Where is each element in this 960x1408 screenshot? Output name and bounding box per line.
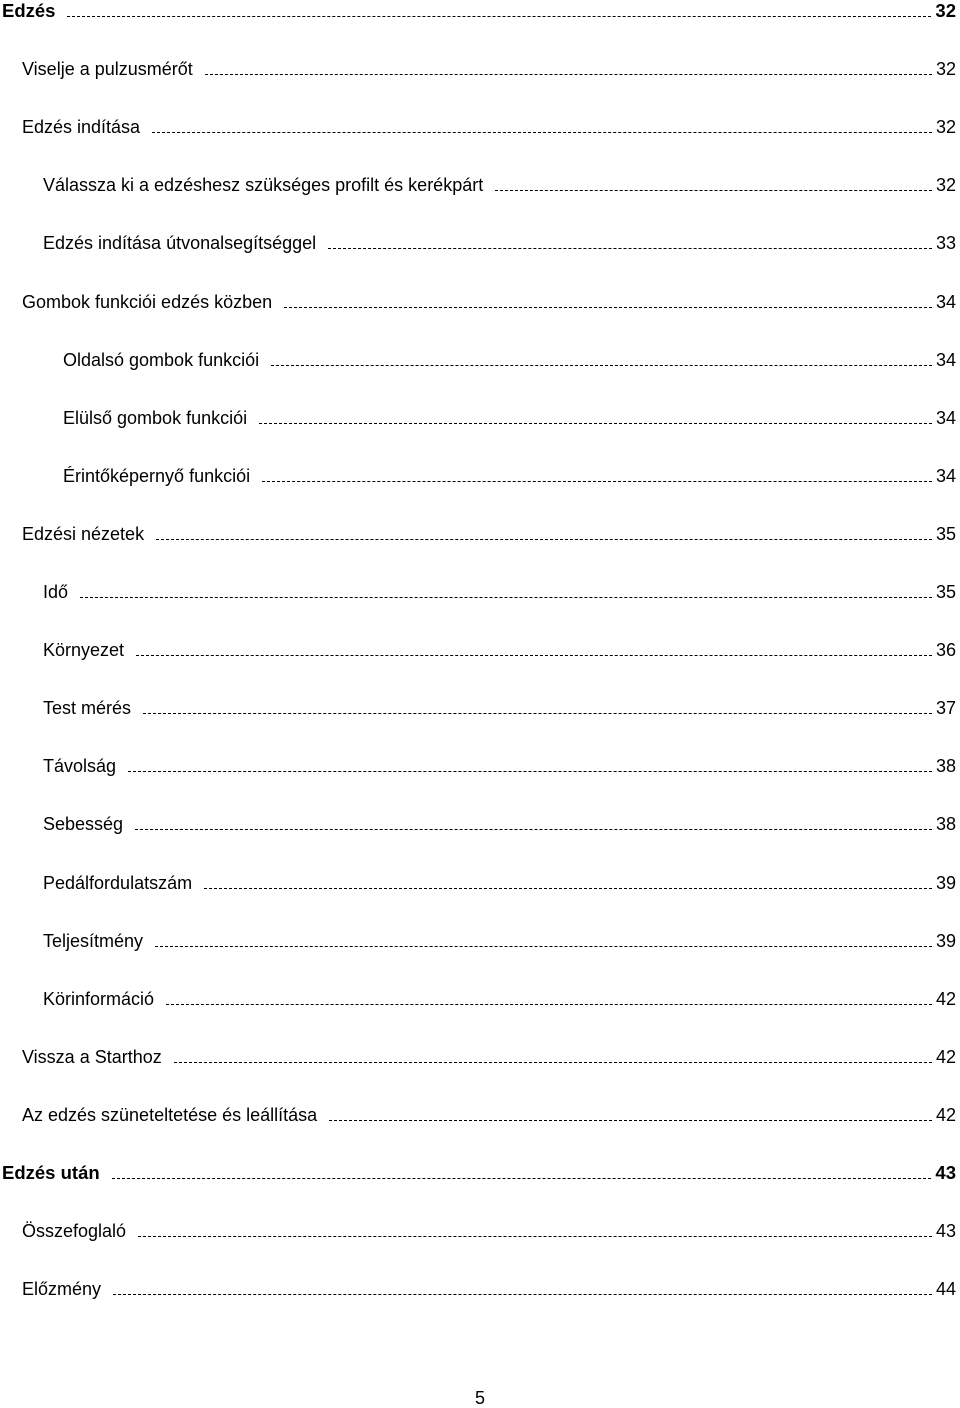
toc-entry[interactable] bbox=[0, 46, 960, 80]
toc-entry[interactable] bbox=[0, 685, 960, 719]
toc-entry-title: Érintőképernyő funkciói bbox=[63, 465, 251, 486]
toc-entry-page: 39 bbox=[935, 930, 956, 951]
toc-entry-page: 39 bbox=[935, 872, 956, 893]
toc-dot-leader bbox=[328, 248, 932, 249]
toc-entry-page: 42 bbox=[935, 988, 956, 1009]
toc-entry-title: Elülső gombok funkciói bbox=[63, 407, 248, 428]
toc-entry-title: Sebesség bbox=[43, 814, 124, 835]
toc-entry[interactable] bbox=[0, 104, 960, 138]
toc-entry[interactable] bbox=[0, 918, 960, 952]
toc-entry-title: Környezet bbox=[43, 640, 125, 661]
toc-dot-leader bbox=[166, 1004, 932, 1005]
toc-entry-page: 34 bbox=[935, 291, 956, 312]
toc-dot-leader bbox=[138, 1236, 932, 1237]
toc-dot-leader bbox=[113, 1294, 932, 1295]
toc-section-heading[interactable] bbox=[0, 0, 960, 22]
toc-entry[interactable] bbox=[0, 1208, 960, 1242]
toc-entry-title: Előzmény bbox=[22, 1279, 102, 1300]
toc-entry-title: Pedálfordulatszám bbox=[43, 872, 193, 893]
toc-entry-page: 38 bbox=[935, 814, 956, 835]
toc-entry-page: 36 bbox=[935, 640, 956, 661]
toc-entry-page: 37 bbox=[935, 698, 956, 719]
toc-entry[interactable] bbox=[0, 395, 960, 429]
toc-dot-leader bbox=[284, 307, 932, 308]
toc-dot-leader bbox=[156, 539, 932, 540]
toc-dot-leader bbox=[262, 481, 932, 482]
toc-entry[interactable] bbox=[0, 1092, 960, 1126]
toc-entry[interactable] bbox=[0, 220, 960, 254]
toc-entry[interactable] bbox=[0, 511, 960, 545]
toc-entry-title: Edzés után bbox=[2, 1162, 100, 1183]
toc-entry-page: 32 bbox=[935, 0, 956, 21]
toc-entry-title: Edzés indítása bbox=[22, 117, 141, 138]
toc-dot-leader bbox=[152, 132, 932, 133]
toc-entry-title: Edzés bbox=[2, 0, 56, 21]
toc-entry[interactable] bbox=[0, 627, 960, 661]
toc-entry-page: 34 bbox=[935, 407, 956, 428]
toc-entry-title: Vissza a Starthoz bbox=[22, 1046, 162, 1067]
toc-entry-page: 34 bbox=[935, 349, 956, 370]
toc-entry-title: Összefoglaló bbox=[22, 1221, 127, 1242]
toc-dot-leader bbox=[259, 423, 932, 424]
toc-section-heading[interactable] bbox=[0, 1150, 960, 1184]
toc-entry-title: Viselje a pulzusmérőt bbox=[22, 59, 193, 80]
toc-entry-title: Test mérés bbox=[43, 698, 132, 719]
toc-entry-title: Válassza ki a edzéshesz szükséges profilt és kerékpárt bbox=[43, 175, 484, 196]
toc-entry-page: 38 bbox=[935, 756, 956, 777]
toc-dot-leader bbox=[67, 16, 931, 17]
toc-entry-page: 42 bbox=[935, 1046, 956, 1067]
toc-entry-page: 43 bbox=[935, 1162, 956, 1183]
toc-entry[interactable] bbox=[0, 569, 960, 603]
toc-dot-leader bbox=[204, 888, 932, 889]
toc-entry-page: 35 bbox=[935, 582, 956, 602]
toc-entry[interactable] bbox=[0, 453, 960, 487]
toc-entry-title: Edzés indítása útvonalsegítséggel bbox=[43, 233, 317, 254]
toc-entry[interactable] bbox=[0, 162, 960, 196]
toc-entry[interactable] bbox=[0, 743, 960, 777]
toc-entry[interactable] bbox=[0, 337, 960, 371]
toc-entry[interactable] bbox=[0, 860, 960, 894]
toc-entry-page: 32 bbox=[935, 117, 956, 138]
toc-entry-page: 33 bbox=[935, 233, 956, 254]
toc-entry-page: 44 bbox=[935, 1279, 956, 1300]
toc-entry-title: Távolság bbox=[43, 756, 117, 777]
toc-dot-leader bbox=[136, 655, 932, 656]
toc-dot-leader bbox=[143, 713, 932, 714]
toc-entry-title: Körinformáció bbox=[43, 988, 155, 1009]
toc-dot-leader bbox=[495, 190, 932, 191]
toc-dot-leader bbox=[329, 1120, 932, 1121]
toc-dot-leader bbox=[128, 771, 932, 772]
toc-dot-leader bbox=[174, 1062, 932, 1063]
toc-entry-title: Az edzés szüneteltetése és leállítása bbox=[22, 1104, 318, 1125]
toc-entry-title: Oldalsó gombok funkciói bbox=[63, 349, 260, 370]
toc-entry-page: 43 bbox=[935, 1221, 956, 1242]
toc-entry-page: 42 bbox=[935, 1104, 956, 1125]
toc-dot-leader bbox=[112, 1178, 932, 1179]
toc-entry-page: 32 bbox=[935, 175, 956, 196]
toc-dot-leader bbox=[80, 597, 932, 598]
toc-entry-page: 32 bbox=[935, 59, 956, 80]
toc-entry[interactable] bbox=[0, 1034, 960, 1068]
toc-dot-leader bbox=[155, 946, 932, 947]
page-number: 5 bbox=[474, 1388, 485, 1408]
toc-entry[interactable] bbox=[0, 1266, 960, 1300]
toc-dot-leader bbox=[271, 365, 932, 366]
toc-entry-page: 34 bbox=[935, 465, 956, 486]
toc-entry-page: 35 bbox=[935, 523, 956, 544]
toc-entry-title: Edzési nézetek bbox=[22, 523, 145, 544]
toc-entry-title: Idő bbox=[43, 582, 69, 602]
toc-entry-title: Gombok funkciói edzés közben bbox=[22, 291, 273, 312]
toc-entry[interactable] bbox=[0, 279, 960, 313]
toc-entry-title: Teljesítmény bbox=[43, 930, 144, 951]
toc-dot-leader bbox=[135, 829, 932, 830]
toc-dot-leader bbox=[205, 74, 932, 75]
toc-entry[interactable] bbox=[0, 976, 960, 1010]
toc-entry[interactable] bbox=[0, 801, 960, 835]
